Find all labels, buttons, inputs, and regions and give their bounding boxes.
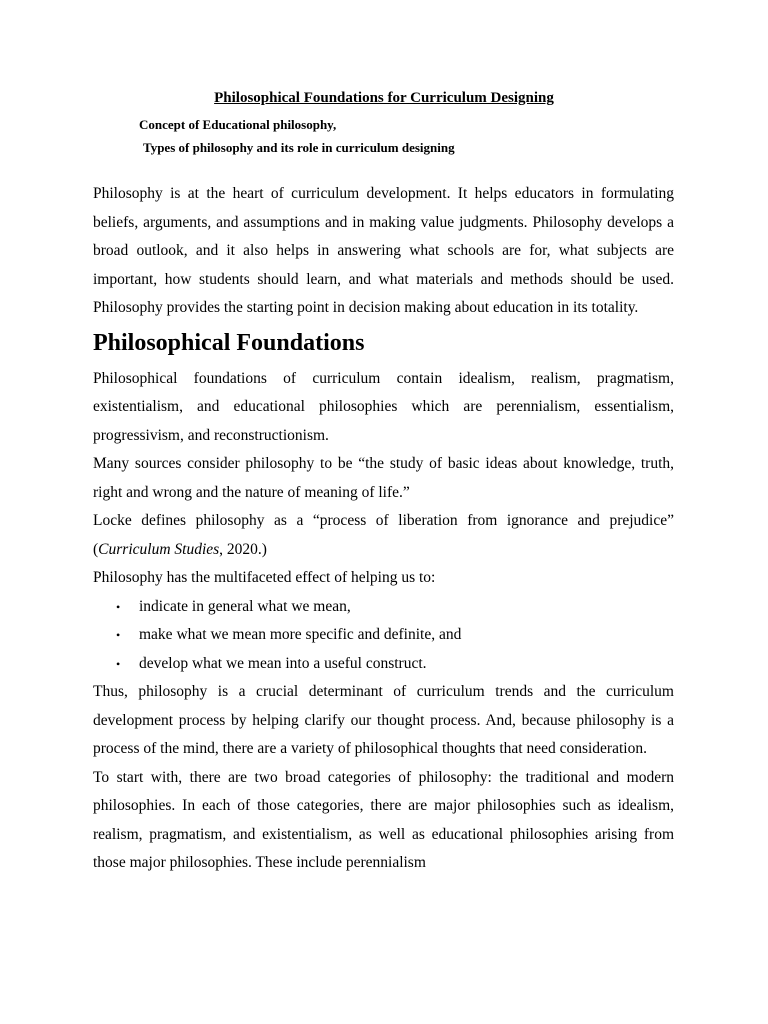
list-item — [93, 621, 674, 650]
effects-intro-paragraph: Philosophy has the multifaceted effect of helping us to: — [93, 569, 436, 586]
locke-paragraph — [93, 507, 674, 564]
sources-paragraph: Many sources consider philosophy to be “the study of basic ideas about knowledge, truth, right and wrong and the nature of meaning of life.” — [93, 455, 674, 501]
list-item — [93, 593, 674, 622]
list-item-text: develop what we mean into a useful construct. — [139, 654, 427, 672]
foundations-paragraph: Philosophical foundations of curriculum contain idealism, realism, pragmatism, existentialism, and educational philosophies which are perennialism, essentialism, progressivism, and reconstructionism. — [93, 369, 674, 444]
document-subtitle-types: Types of philosophy and its role in curriculum designing — [143, 140, 455, 155]
intro-paragraph: Philosophy is at the heart of curriculum development. It helps educators in formulating beliefs, arguments, and assumptions and in making value judgments. Philosophy develops a broad outlook, and it also helps in answering what schools are for, what subjects are important, how students should learn, and what materials and methods should be used. Philosophy provides the starting point in decision making about education in its totality. — [93, 185, 674, 316]
list-item-text: indicate in general what we mean, — [139, 597, 351, 615]
document-title: Philosophical Foundations for Curriculum Designing — [214, 90, 554, 106]
citation-title: Curriculum Studies — [98, 540, 220, 558]
list-item — [93, 650, 674, 679]
categories-paragraph: To start with, there are two broad categories of philosophy: the traditional and modern philosophies. In each of those categories, there are major philosophies such as idealism, realism, pragmatism, and existentialism, as well as educational philosophies arising from those major philosophies. These include perennialism — [93, 768, 674, 871]
list-item-text: make what we mean more specific and definite, and — [139, 626, 462, 643]
citation-year: , 2020.) — [219, 540, 267, 558]
determinant-paragraph: Thus, philosophy is a crucial determinant of curriculum trends and the curriculum development process by helping clarify our thought process. And, because philosophy is a process of the mind, there are a variety of philosophical thoughts that need consideration. — [93, 683, 674, 757]
bullet-icon: • — [116, 628, 121, 642]
document-subtitle-concept: Concept of Educational philosophy, — [139, 117, 337, 132]
bullet-icon: • — [116, 599, 121, 614]
effects-list — [93, 593, 674, 679]
section-heading: Philosophical Foundations — [93, 329, 365, 356]
locke-text: Locke defines philosophy as a “process of liberation from ignorance and prejudice” ( — [93, 512, 674, 558]
document-body — [93, 180, 674, 878]
bullet-icon: • — [116, 656, 121, 671]
